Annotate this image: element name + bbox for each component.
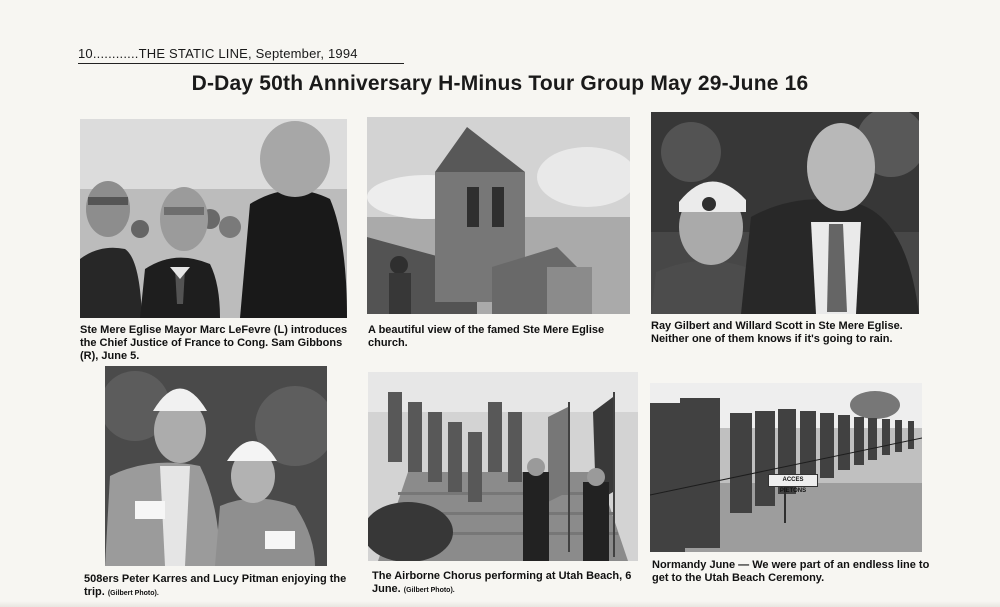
photo-church — [367, 117, 630, 314]
acces-pietons-sign: ACCES PIETONS — [768, 474, 818, 487]
publication-info: THE STATIC LINE, September, 1994 — [138, 46, 358, 61]
headline: D-Day 50th Anniversary H-Minus Tour Group May 29-June 16 — [191, 72, 809, 95]
caption-photo-1: Ste Mere Eglise Mayor Marc LeFevre (L) introduces the Chief Justice of France to Cong. Sam Gibbons (R), June 5. — [80, 324, 348, 362]
page-bottom-edge — [0, 601, 1000, 607]
page-number: 10 — [78, 46, 93, 61]
header-dots: ............ — [92, 46, 139, 61]
caption-photo-4-text: 508ers Peter Karres and Lucy Pitman enjoying the trip. — [84, 573, 347, 598]
caption-photo-5-text: The Airborne Chorus performing at Utah Beach, 6 June. — [372, 570, 632, 595]
caption-photo-5 — [372, 570, 644, 597]
page-header — [78, 46, 404, 64]
caption-photo-6: Normandy June — We were part of an endless line to get to the Utah Beach Ceremony. — [652, 559, 930, 584]
photo-gilbert-and-scott — [651, 112, 919, 314]
photo-airborne-chorus — [368, 372, 638, 561]
photo-mayor-and-congressman — [80, 119, 347, 318]
photo-karres-and-pitman — [105, 366, 327, 566]
photo-credit-5: (Gilbert Photo). — [403, 587, 455, 594]
photo-utah-beach-line — [650, 383, 922, 552]
photo-credit-4: (Gilbert Photo). — [107, 590, 159, 597]
caption-photo-3: Ray Gilbert and Willard Scott in Ste Mere Eglise. Neither one of them knows if it's going to rain. — [651, 320, 903, 345]
caption-photo-2: A beautiful view of the famed Ste Mere Eglise church. — [368, 324, 605, 349]
caption-photo-4 — [84, 573, 360, 600]
